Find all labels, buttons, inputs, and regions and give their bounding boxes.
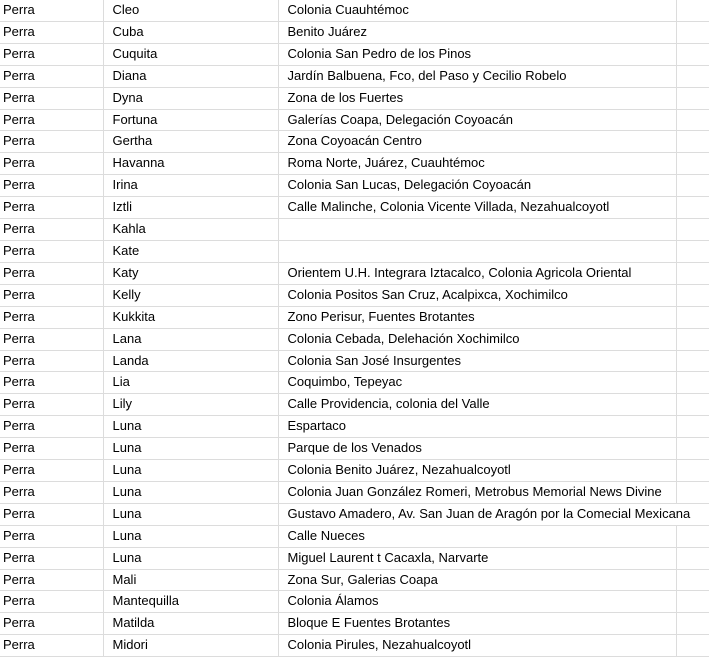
cell-category[interactable]: Perra (0, 328, 103, 350)
cell-category[interactable]: Perra (0, 460, 103, 482)
cell-category[interactable]: Perra (0, 175, 103, 197)
table-row (0, 284, 709, 306)
table-row (0, 438, 709, 460)
cell-empty[interactable] (676, 547, 709, 569)
cell-empty[interactable] (676, 0, 709, 21)
cell-category[interactable]: Perra (0, 591, 103, 613)
cell-dog-name[interactable]: Havanna (103, 153, 278, 175)
cell-location[interactable]: Colonia San José Insurgentes (278, 350, 676, 372)
table-row (0, 262, 709, 284)
table-row (0, 635, 709, 657)
cell-empty[interactable] (676, 350, 709, 372)
cell-category[interactable]: Perra (0, 43, 103, 65)
cell-category[interactable]: Perra (0, 416, 103, 438)
cell-location[interactable]: Benito Juárez (278, 21, 676, 43)
table-row (0, 21, 709, 43)
cell-empty[interactable] (676, 219, 709, 241)
table-row (0, 416, 709, 438)
cell-location[interactable]: Jardín Balbuena, Fco, del Paso y Cecilio Robelo (278, 65, 676, 87)
cell-empty[interactable] (676, 635, 709, 657)
cell-category[interactable]: Perra (0, 197, 103, 219)
cell-location[interactable]: Colonia Álamos (278, 591, 676, 613)
cell-empty[interactable] (676, 416, 709, 438)
table-row (0, 87, 709, 109)
table-row (0, 219, 709, 241)
cell-dog-name[interactable]: Lana (103, 328, 278, 350)
cell-empty[interactable] (676, 328, 709, 350)
cell-category[interactable]: Perra (0, 306, 103, 328)
cell-dog-name[interactable]: Matilda (103, 613, 278, 635)
table-row (0, 613, 709, 635)
table-row (0, 394, 709, 416)
cell-location[interactable]: Orientem U.H. Integrara Iztacalco, Colonia Agricola Oriental (278, 262, 676, 284)
cell-dog-name[interactable]: Kahla (103, 219, 278, 241)
cell-location[interactable]: Bloque E Fuentes Brotantes (278, 613, 676, 635)
cell-dog-name[interactable]: Gertha (103, 131, 278, 153)
cell-category[interactable]: Perra (0, 109, 103, 131)
cell-dog-name[interactable]: Luna (103, 416, 278, 438)
cell-empty[interactable] (676, 569, 709, 591)
cell-category[interactable]: Perra (0, 525, 103, 547)
cell-location[interactable]: Calle Nueces (278, 525, 676, 547)
cell-empty[interactable] (676, 262, 709, 284)
cell-empty[interactable] (676, 109, 709, 131)
cell-location[interactable]: Colonia Pirules, Nezahualcoyotl (278, 635, 676, 657)
table-row (0, 197, 709, 219)
cell-category[interactable]: Perra (0, 350, 103, 372)
cell-dog-name[interactable]: Luna (103, 547, 278, 569)
cell-dog-name[interactable]: Dyna (103, 87, 278, 109)
table-row (0, 525, 709, 547)
cell-empty[interactable] (676, 591, 709, 613)
table-row (0, 0, 709, 21)
cell-empty[interactable] (676, 43, 709, 65)
cell-location[interactable] (278, 240, 676, 262)
cell-location[interactable]: Colonia San Pedro de los Pinos (278, 43, 676, 65)
cell-category[interactable]: Perra (0, 131, 103, 153)
cell-dog-name[interactable]: Fortuna (103, 109, 278, 131)
cell-dog-name[interactable]: Luna (103, 481, 278, 503)
cell-empty[interactable] (676, 525, 709, 547)
table-row (0, 240, 709, 262)
table-row (0, 153, 709, 175)
cell-dog-name[interactable]: Cleo (103, 0, 278, 21)
cell-empty[interactable] (676, 153, 709, 175)
cell-location[interactable]: Calle Malinche, Colonia Vicente Villada, Nezahualcoyotl (278, 197, 676, 219)
cell-empty[interactable] (676, 240, 709, 262)
cell-category[interactable]: Perra (0, 240, 103, 262)
cell-location[interactable]: Colonia Cebada, Delehación Xochimilco (278, 328, 676, 350)
table-row (0, 460, 709, 482)
cell-empty[interactable] (676, 372, 709, 394)
cell-category[interactable]: Perra (0, 219, 103, 241)
cell-location[interactable]: Zona Sur, Galerias Coapa (278, 569, 676, 591)
table-row (0, 175, 709, 197)
cell-location[interactable]: Zona de los Fuertes (278, 87, 676, 109)
cell-location[interactable]: Miguel Laurent t Cacaxla, Narvarte (278, 547, 676, 569)
cell-empty[interactable] (676, 460, 709, 482)
table-row (0, 372, 709, 394)
cell-location[interactable] (278, 219, 676, 241)
cell-dog-name[interactable]: Luna (103, 503, 278, 525)
cell-location[interactable]: Colonia San Lucas, Delegación Coyoacán (278, 175, 676, 197)
table-row (0, 503, 709, 525)
cell-dog-name[interactable]: Katy (103, 262, 278, 284)
cell-dog-name[interactable]: Luna (103, 525, 278, 547)
cell-dog-name[interactable]: Luna (103, 460, 278, 482)
cell-location[interactable]: Zona Coyoacán Centro (278, 131, 676, 153)
cell-empty[interactable] (676, 481, 709, 503)
table-row (0, 350, 709, 372)
cell-empty[interactable] (676, 284, 709, 306)
cell-dog-name[interactable]: Cuba (103, 21, 278, 43)
cell-location[interactable]: Galerías Coapa, Delegación Coyoacán (278, 109, 676, 131)
cell-category[interactable]: Perra (0, 284, 103, 306)
cell-dog-name[interactable]: Midori (103, 635, 278, 657)
cell-empty[interactable] (676, 613, 709, 635)
table-row (0, 481, 709, 503)
table-row (0, 306, 709, 328)
cell-category[interactable]: Perra (0, 613, 103, 635)
cell-category[interactable]: Perra (0, 372, 103, 394)
cell-dog-name[interactable]: Lily (103, 394, 278, 416)
cell-dog-name[interactable]: Lia (103, 372, 278, 394)
cell-dog-name[interactable]: Mali (103, 569, 278, 591)
cell-location[interactable]: Colonia Positos San Cruz, Acalpixca, Xochimilco (278, 284, 676, 306)
cell-category[interactable]: Perra (0, 262, 103, 284)
cell-category[interactable]: Perra (0, 0, 103, 21)
cell-dog-name[interactable]: Landa (103, 350, 278, 372)
cell-empty[interactable] (676, 21, 709, 43)
cell-empty[interactable] (676, 65, 709, 87)
cell-location[interactable]: Coquimbo, Tepeyac (278, 372, 676, 394)
cell-empty[interactable] (676, 131, 709, 153)
cell-location[interactable]: Colonia Juan González Romeri, Metrobus Memorial News Divine (278, 481, 676, 503)
cell-category[interactable]: Perra (0, 438, 103, 460)
cell-dog-name[interactable]: Irina (103, 175, 278, 197)
cell-dog-name[interactable]: Diana (103, 65, 278, 87)
table-row (0, 569, 709, 591)
cell-category[interactable]: Perra (0, 87, 103, 109)
cell-location[interactable]: Roma Norte, Juárez, Cuauhtémoc (278, 153, 676, 175)
table-row (0, 131, 709, 153)
cell-category[interactable]: Perra (0, 394, 103, 416)
cell-empty[interactable] (676, 394, 709, 416)
cell-category[interactable]: Perra (0, 503, 103, 525)
cell-dog-name[interactable]: Cuquita (103, 43, 278, 65)
cell-dog-name[interactable]: Kelly (103, 284, 278, 306)
cell-category[interactable]: Perra (0, 153, 103, 175)
cell-empty[interactable] (676, 306, 709, 328)
cell-location[interactable]: Espartaco (278, 416, 676, 438)
cell-empty[interactable] (676, 175, 709, 197)
table-row (0, 591, 709, 613)
cell-category[interactable]: Perra (0, 547, 103, 569)
table-row (0, 328, 709, 350)
table-row (0, 109, 709, 131)
table-row (0, 43, 709, 65)
cell-dog-name[interactable]: Iztli (103, 197, 278, 219)
cell-category[interactable]: Perra (0, 481, 103, 503)
cell-empty[interactable] (676, 197, 709, 219)
cell-empty[interactable] (676, 438, 709, 460)
table-row (0, 65, 709, 87)
table-row (0, 547, 709, 569)
cell-dog-name[interactable]: Luna (103, 438, 278, 460)
cell-location[interactable]: Parque de los Venados (278, 438, 676, 460)
cell-category[interactable]: Perra (0, 569, 103, 591)
cell-category[interactable]: Perra (0, 65, 103, 87)
cell-dog-name[interactable]: Mantequilla (103, 591, 278, 613)
cell-empty[interactable] (676, 87, 709, 109)
cell-location[interactable]: Gustavo Amadero, Av. San Juan de Aragón por la Comecial Mexicana (278, 503, 676, 525)
cell-location[interactable]: Colonia Benito Juárez, Nezahualcoyotl (278, 460, 676, 482)
cell-location[interactable]: Calle Providencia, colonia del Valle (278, 394, 676, 416)
cell-category[interactable]: Perra (0, 21, 103, 43)
cell-location[interactable]: Zono Perisur, Fuentes Brotantes (278, 306, 676, 328)
cell-dog-name[interactable]: Kukkita (103, 306, 278, 328)
cell-category[interactable]: Perra (0, 635, 103, 657)
cell-dog-name[interactable]: Kate (103, 240, 278, 262)
cell-location[interactable]: Colonia Cuauhtémoc (278, 0, 676, 21)
